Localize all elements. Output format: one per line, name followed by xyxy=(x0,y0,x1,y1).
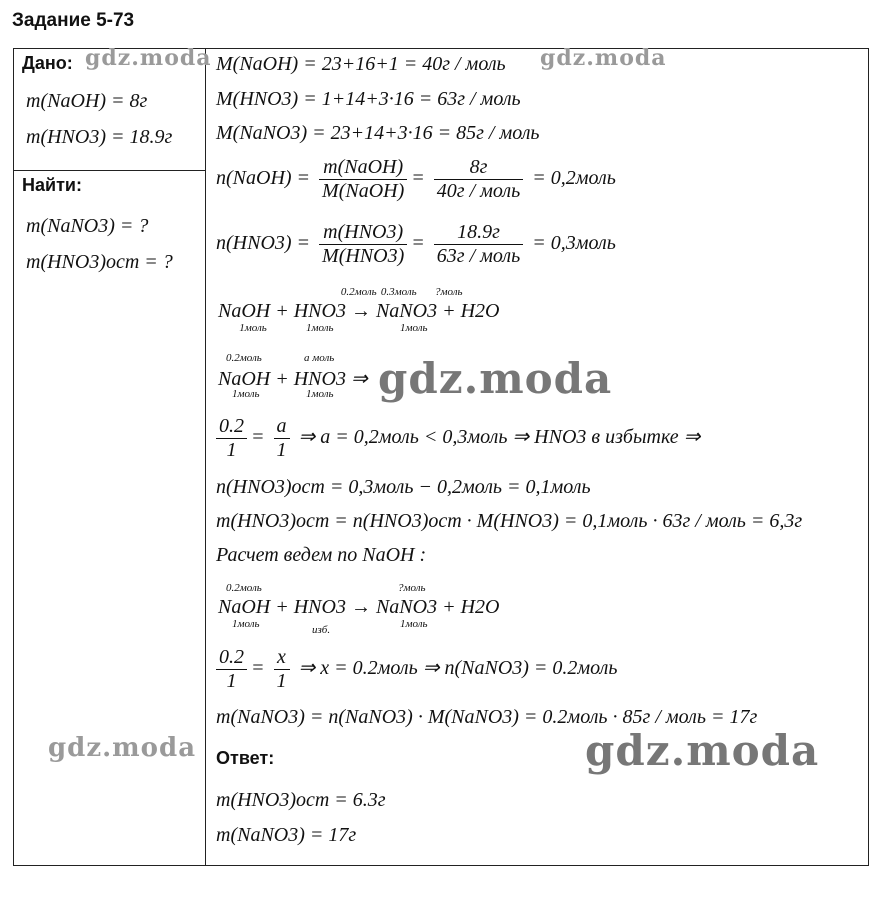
reaction-text: NaOH + HNO3 ⇒ xyxy=(218,368,368,390)
watermark: gdz.moda xyxy=(85,45,212,71)
fraction-denominator: 1 xyxy=(226,670,237,692)
fraction-denominator: 40г / моль xyxy=(436,180,521,202)
moles-naoh-line: n(NaOH) = $\frac{\text{m(NaOH)}}{\text{M(NaOH)}}$ = $\frac{8г}{\text{40г / моль}}$ = 0,2моль xyxy=(216,156,616,202)
moles-naoh-result: = 0,2моль xyxy=(532,167,616,190)
fraction xyxy=(274,415,290,462)
proportion-line-1: $\frac{0.2}{1}$ = $\frac{a}{1}$ ⇒ a = 0,2моль < 0,3моль ⇒ HNO3 в избытке ⇒ xyxy=(216,415,700,462)
fraction xyxy=(434,156,523,203)
answer-m-hno3-rest: m(HNO3)ост = 6.3г xyxy=(216,789,386,811)
mass-nano3: m(NaNO3) = n(NaNO3) · M(NaNO3) = 0.2моль · 85г / моль = 17г xyxy=(216,706,758,728)
fraction xyxy=(274,646,290,693)
amount-below: 1моль xyxy=(239,322,267,334)
moles-hno3-line: n(HNO3) = $\frac{\text{m(HNO3)}}{\text{M(HNO3)}}$ = $\frac{18.9г}{\text{63г / моль}}$ = 0,3моль xyxy=(216,221,616,267)
watermark: gdz.moda xyxy=(378,354,613,403)
proportion-line-2: $\frac{0.2}{1}$ = $\frac{x}{1}$ ⇒ x = 0.2моль ⇒ n(NaNO3) = 0.2моль xyxy=(216,646,618,693)
amount-above: 0.2моль xyxy=(226,582,262,594)
amount-below: 1моль xyxy=(306,322,334,334)
page-title: Задание 5-73 xyxy=(12,10,135,31)
given-m-naoh: m(NaOH) = 8г xyxy=(26,90,148,112)
answer-m-nano3: m(NaNO3) = 17г xyxy=(216,824,357,846)
fraction-numerator: 0.2 xyxy=(216,415,247,439)
reaction-equation-3 xyxy=(218,582,500,636)
moles-naoh-label: n(NaOH) = xyxy=(216,167,311,190)
reaction-text: NaOH + HNO3 → NaNO3 + H2O xyxy=(218,300,500,322)
proportion-result: ⇒ a = 0,2моль < 0,3моль ⇒ HNO3 в избытке ⇒ xyxy=(298,426,701,449)
amount-below: 1моль xyxy=(232,618,260,630)
amount-below: 1моль xyxy=(400,618,428,630)
amount-below: изб. xyxy=(312,624,331,636)
fraction xyxy=(216,646,247,693)
amount-above: ?моль xyxy=(434,286,463,298)
fraction-numerator: 0.2 xyxy=(216,646,247,670)
mass-hno3-rest: m(HNO3)ост = n(HNO3)ост · M(HNO3) = 0,1моль · 63г / моль = 6,3г xyxy=(216,510,803,532)
watermark: gdz.moda xyxy=(48,733,197,763)
moles-hno3-rest: n(HNO3)ост = 0,3моль − 0,2моль = 0,1моль xyxy=(216,476,591,498)
amount-above: 0.2моль xyxy=(226,352,262,364)
reaction-text: NaOH + HNO3 → NaNO3 + H2O xyxy=(218,596,500,618)
fraction-denominator: 63г / моль xyxy=(436,245,521,267)
molar-mass-hno3: M(HNO3) = 1+14+3·16 = 63г / моль xyxy=(216,88,521,110)
amount-above: а моль xyxy=(304,352,335,364)
molar-mass-naoh: M(NaOH) = 23+16+1 = 40г / моль xyxy=(216,53,506,75)
fraction-numerator: 8г xyxy=(434,156,523,180)
watermark: gdz.moda xyxy=(540,45,667,71)
amount-below: 1моль xyxy=(232,388,260,400)
amount-above: ?моль xyxy=(398,582,426,594)
fraction xyxy=(434,221,523,268)
fraction-numerator: a xyxy=(274,415,290,439)
fraction-denominator: M(NaOH) xyxy=(322,180,405,202)
fraction xyxy=(319,221,407,268)
reaction-equation-2 xyxy=(218,352,368,400)
reaction-equation-1 xyxy=(218,286,500,334)
amount-above: 0.2моль xyxy=(340,286,377,298)
fraction xyxy=(216,415,247,462)
fraction-denominator: 1 xyxy=(276,670,287,692)
given-label: Дано: xyxy=(22,53,73,73)
proportion-result: ⇒ x = 0.2моль ⇒ n(NaNO3) = 0.2моль xyxy=(298,657,618,680)
fraction-numerator: m(NaOH) xyxy=(319,156,407,180)
fraction-denominator: 1 xyxy=(276,439,287,461)
calc-by-naoh: Расчет ведем по NaOH : xyxy=(216,544,427,566)
amount-below: 1моль xyxy=(306,388,334,400)
amount-above: 0.3моль xyxy=(380,286,417,298)
given-m-hno3: m(HNO3) = 18.9г xyxy=(26,126,173,148)
fraction-numerator: x xyxy=(274,646,290,670)
find-m-hno3-rest: m(HNO3)ост = ? xyxy=(26,251,173,273)
moles-hno3-result: = 0,3моль xyxy=(532,232,616,255)
find-label: Найти: xyxy=(22,175,82,195)
fraction xyxy=(319,156,407,203)
fraction-denominator: M(HNO3) xyxy=(322,245,405,267)
amount-below: 1моль xyxy=(400,322,428,334)
given-find-divider xyxy=(13,170,206,171)
find-m-nano3: m(NaNO3) = ? xyxy=(26,215,149,237)
watermark: gdz.moda xyxy=(585,726,820,775)
answer-label: Ответ: xyxy=(216,748,275,768)
moles-hno3-label: n(HNO3) = xyxy=(216,232,311,255)
molar-mass-nano3: M(NaNO3) = 23+14+3·16 = 85г / моль xyxy=(216,122,540,144)
fraction-numerator: 18.9г xyxy=(434,221,523,245)
fraction-denominator: 1 xyxy=(226,439,237,461)
fraction-numerator: m(HNO3) xyxy=(319,221,407,245)
